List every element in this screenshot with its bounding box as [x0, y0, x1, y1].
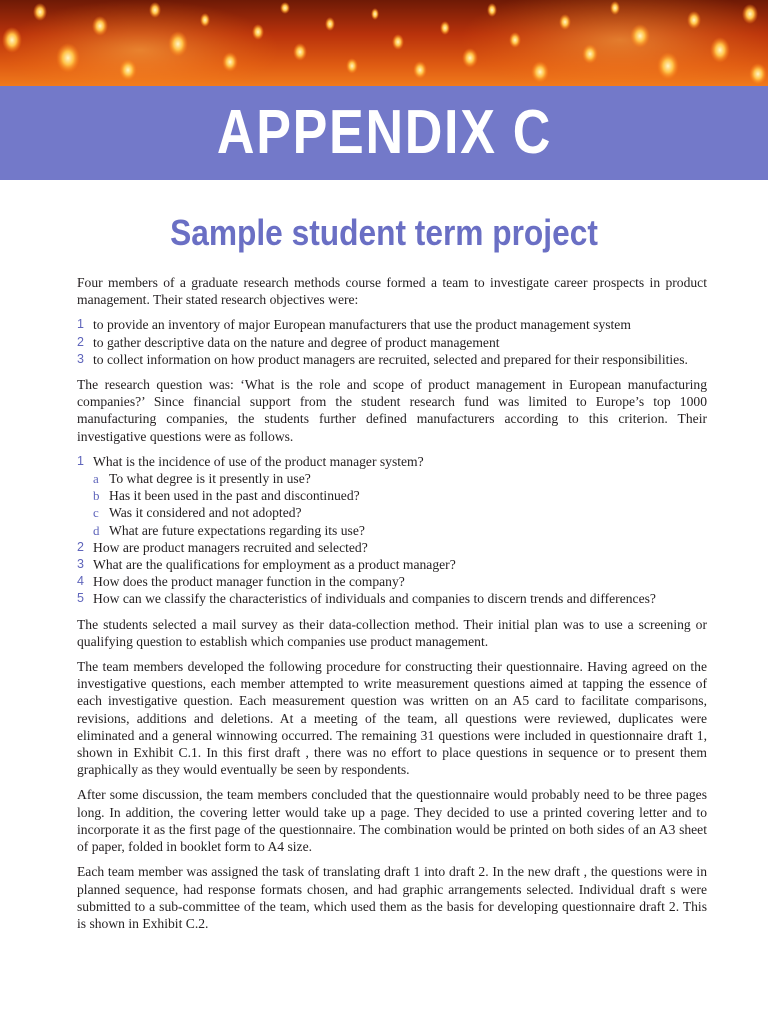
question-item	[77, 556, 707, 573]
list-number: 5	[77, 591, 84, 606]
subquestion-text: What are future expectations regarding its use?	[109, 522, 365, 538]
question-text: How does the product manager function in the company?	[93, 574, 405, 590]
list-letter: c	[93, 505, 99, 521]
appendix-banner	[0, 86, 768, 180]
question-item	[77, 453, 707, 539]
list-number: 1	[77, 317, 84, 332]
list-letter: b	[93, 488, 100, 504]
question-item	[77, 590, 707, 607]
list-number: 4	[77, 574, 84, 589]
subquestions-list	[93, 470, 707, 539]
list-number: 3	[77, 557, 84, 572]
subquestion-text: Has it been used in the past and discontinued?	[109, 488, 360, 504]
appendix-title: APPENDIX C	[216, 98, 552, 167]
objectives-list	[77, 316, 707, 368]
subquestion-item	[93, 487, 707, 504]
subquestion-item	[93, 470, 707, 487]
investigative-questions-list	[77, 453, 707, 608]
list-number: 3	[77, 351, 84, 366]
paragraph-draft2: Each team member was assigned the task of translating draft 1 into draft 2. In the new draft , the questions were in planned sequence, had response formats chosen, and had graphic arrangements selected. Individual draft s were submitted to a sub-committee of the team, which used them as the basis for developing questionnaire draft 2. This is shown in Exhibit C.2.	[77, 864, 707, 931]
subquestion-item	[93, 522, 707, 539]
paragraph-format: After some discussion, the team members concluded that the questionnaire would probably need to be three pages long. In addition, the covering letter would take up a page. They decided to use a printed covering letter and to incorporate it as the first page of the questionnaire. The combination would be printed on both sides of an A3 sheet of paper, folded in booklet form to A4 size.	[77, 787, 707, 855]
objective-text: to gather descriptive data on the nature and degree of product management	[93, 334, 500, 350]
list-letter: a	[93, 471, 99, 487]
list-number: 1	[77, 453, 84, 468]
subquestion-item	[93, 504, 707, 521]
question-text: How can we classify the characteristics of individuals and companies to discern trends and differences?	[93, 591, 656, 607]
objective-text: to provide an inventory of major European manufacturers that use the product management system	[93, 317, 631, 333]
objective-item	[77, 334, 707, 351]
paragraph-intro: Four members of a graduate research methods course formed a team to investigate career prospects in product management. Their stated research objectives were:	[77, 275, 707, 308]
objective-text: to collect information on how product managers are recruited, selected and prepared for their responsibilities.	[93, 351, 688, 367]
question-item	[77, 539, 707, 556]
objective-item	[77, 316, 707, 333]
question-item	[77, 573, 707, 590]
subquestion-text: To what degree is it presently in use?	[109, 471, 311, 487]
list-letter: d	[93, 522, 100, 538]
subquestion-text: Was it considered and not adopted?	[109, 505, 302, 521]
objective-item	[77, 351, 707, 368]
paragraph-method: The students selected a mail survey as their data-collection method. Their initial plan was to use a screening or qualifying question to establish which companies use product management.	[77, 616, 707, 649]
paragraph-research-question: The research question was: ‘What is the role and scope of product management in European manufacturing companies?’ Since financial support from the student research fund was limited to Europe’s top 1000 manufacturing companies, the students further defined manufacturers according to this criterion. Their investigative questions were as follows.	[77, 377, 707, 444]
list-number: 2	[77, 539, 84, 554]
question-text: What is the incidence of use of the product manager system?	[93, 453, 424, 469]
question-text: What are the qualifications for employment as a product manager?	[93, 557, 456, 573]
body-text	[77, 274, 707, 940]
list-number: 2	[77, 334, 84, 349]
question-text: How are product managers recruited and selected?	[93, 539, 368, 555]
paragraph-procedure: The team members developed the following procedure for constructing their questionnaire. Having agreed on the investigative questions, each member attempted to write measurement questions aimed at tapping the essence of each investigative question. Each measurement question was written on an A5 card to facilitate comparisons, revisions, additions and deletions. At a meeting of the team, all questions were reviewed, duplicates were eliminated and a general winnowing occurred. The remaining 31 questions were included in questionnaire draft 1, shown in Exhibit C.1. In this first draft , there was no effort to place questions in sequence or to present them graphically as they would eventually be seen by respondents.	[77, 659, 707, 778]
header-photo	[0, 0, 768, 86]
page-subtitle: Sample student term project	[170, 212, 598, 253]
